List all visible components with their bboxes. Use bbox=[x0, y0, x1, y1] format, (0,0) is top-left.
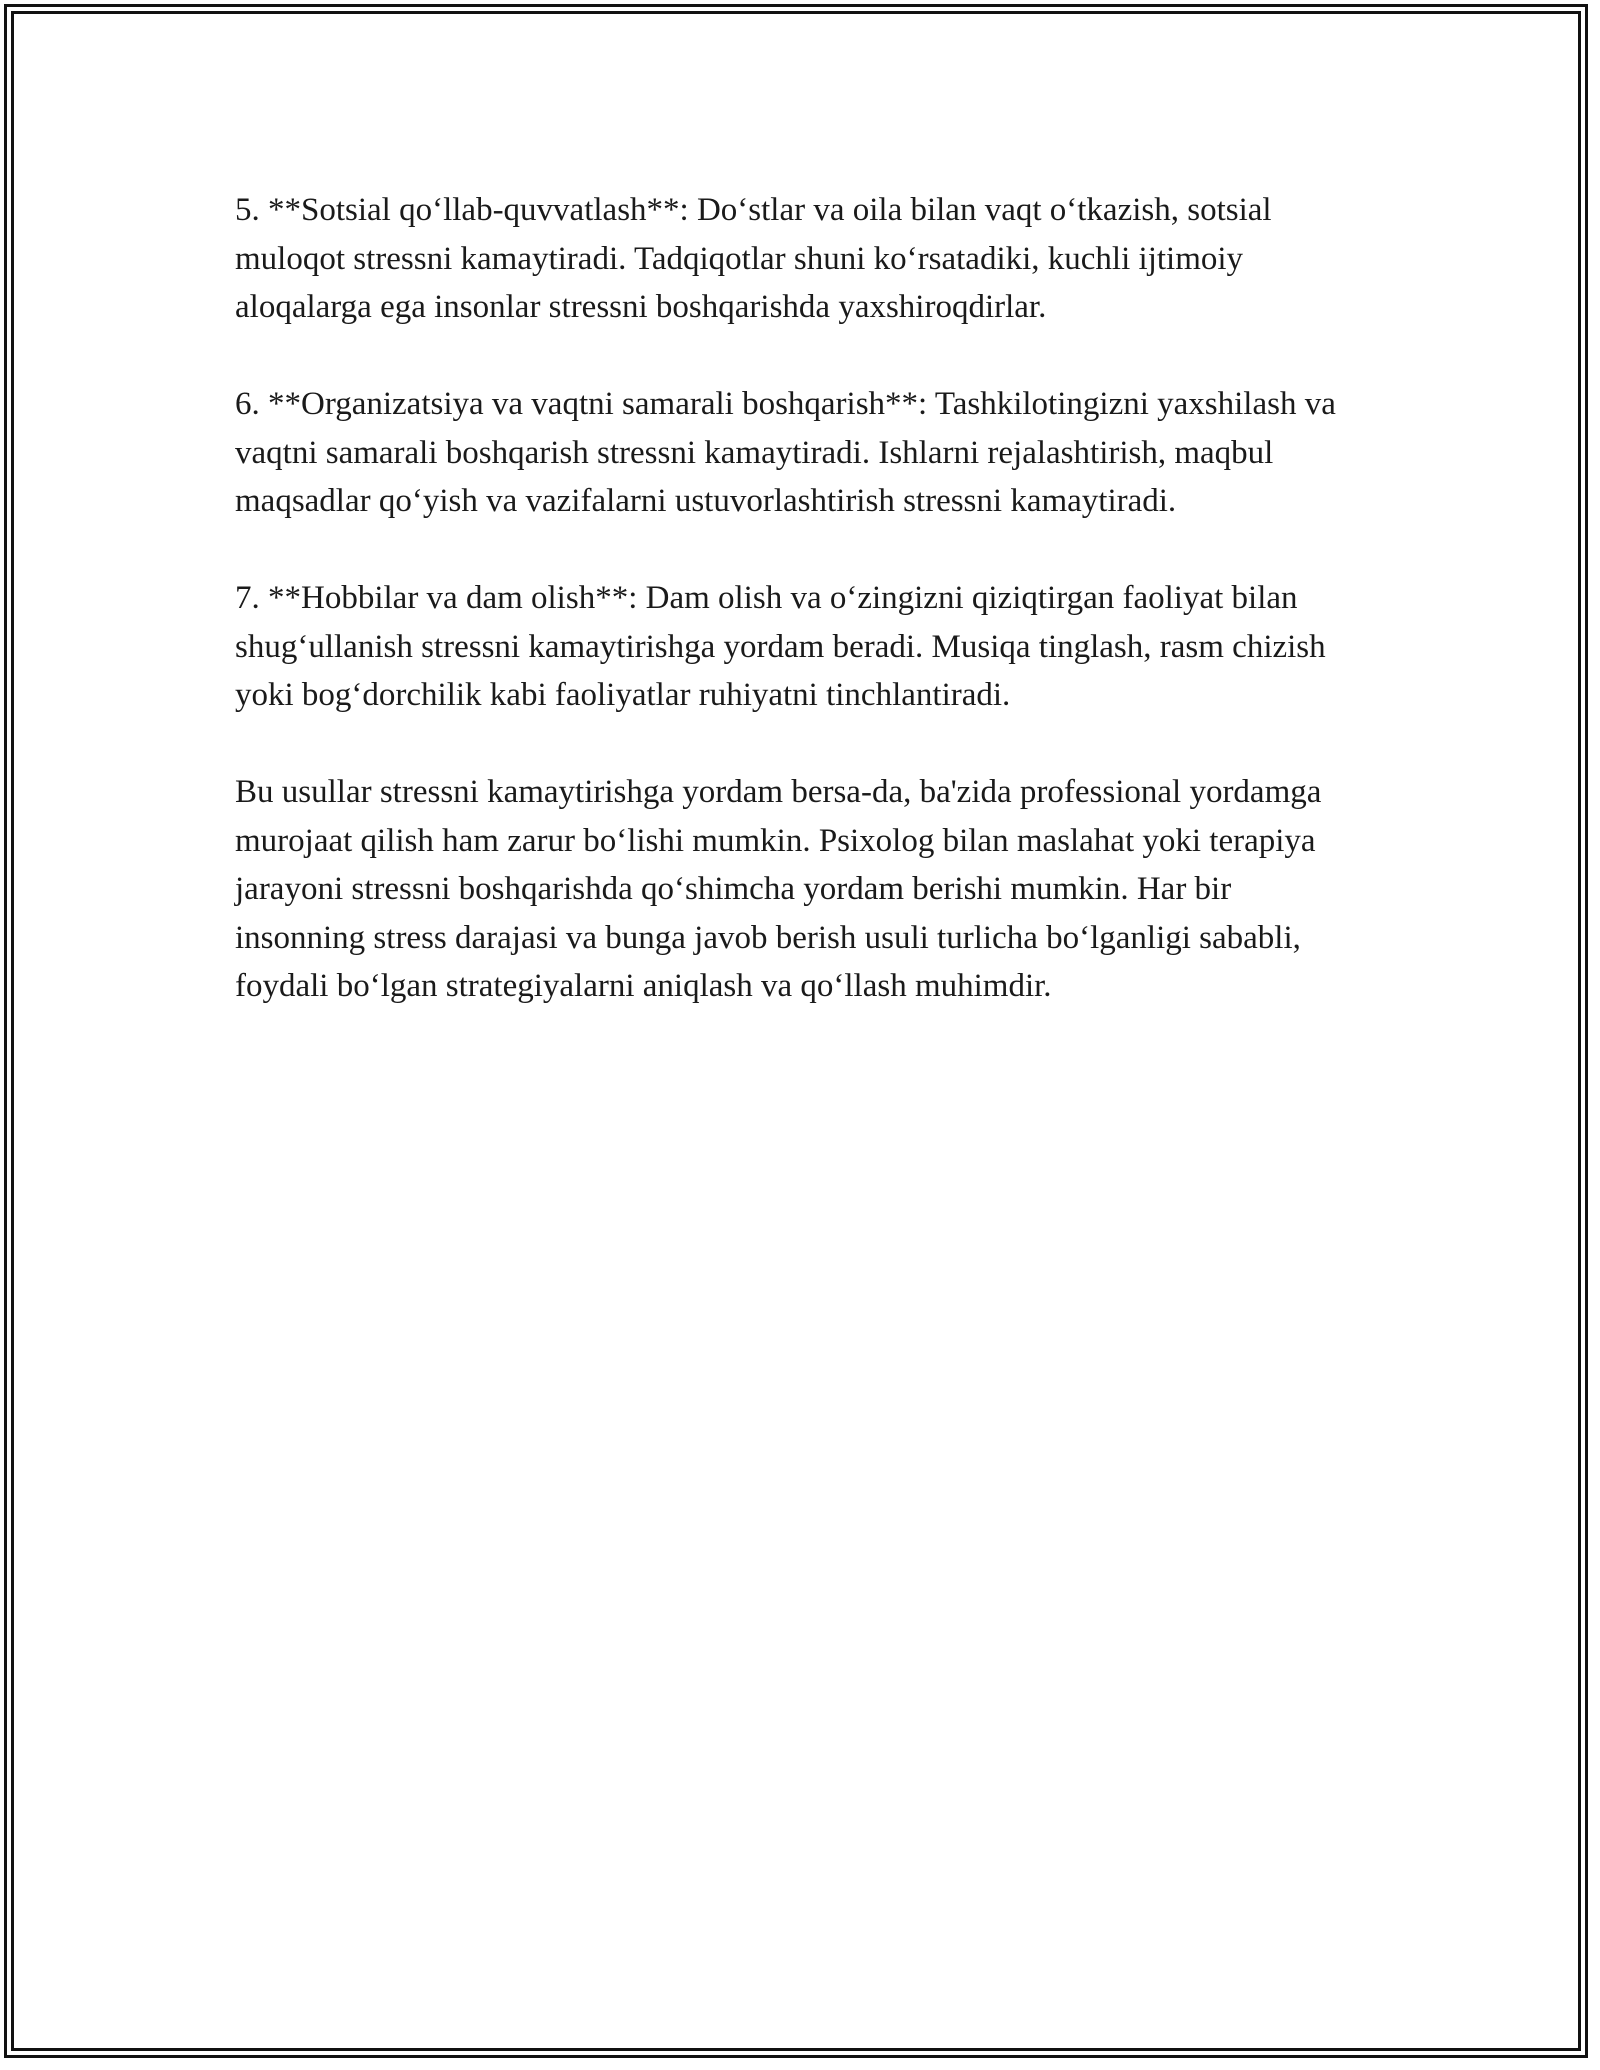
paragraph-conclusion: Bu usullar stressni kamaytirishga yordam bersa-da, ba'zida professional yordamga murojaat qilish ham zarur bo‘lishi mumkin. Psixolog bilan maslahat yoki terapiya jarayoni stressni boshqarishda qo‘shimcha yordam berishi mumkin. Har bir insonning stress darajasi va bunga javob berish usuli turlicha bo‘lganligi sababli, foydali bo‘lgan strategiyalarni aniqlash va qo‘llash muhimdir. bbox=[235, 774, 1322, 1004]
document-body bbox=[235, 186, 1365, 1059]
paragraph-time-management: 6. **Organizatsiya va vaqtni samarali boshqarish**: Tashkilotingizni yaxshilash va vaqtni samarali boshqarish stressni kamaytiradi. Ishlarni rejalashtirish, maqbul maqsadlar qo‘yish va vazifalarni ustuvorlashtirish stressni kamaytiradi. bbox=[235, 386, 1336, 519]
paragraph-social-support: 5. **Sotsial qo‘llab-quvvatlash**: Do‘stlar va oila bilan vaqt o‘tkazish, sotsial muloqot stressni kamaytiradi. Tadqiqotlar shuni ko‘rsatadiki, kuchli ijtimoiy aloqalarga ega insonlar stressni boshqarishda yaxshiroqdirlar. bbox=[235, 192, 1272, 325]
paragraph-hobbies: 7. **Hobbilar va dam olish**: Dam olish va o‘zingizni qiziqtirgan faoliyat bilan shug‘ullanish stressni kamaytirishga yordam beradi. Musiqa tinglash, rasm chizish yoki bog‘dorchilik kabi faoliyatlar ruhiyatni tinchlantiradi. bbox=[235, 580, 1326, 713]
